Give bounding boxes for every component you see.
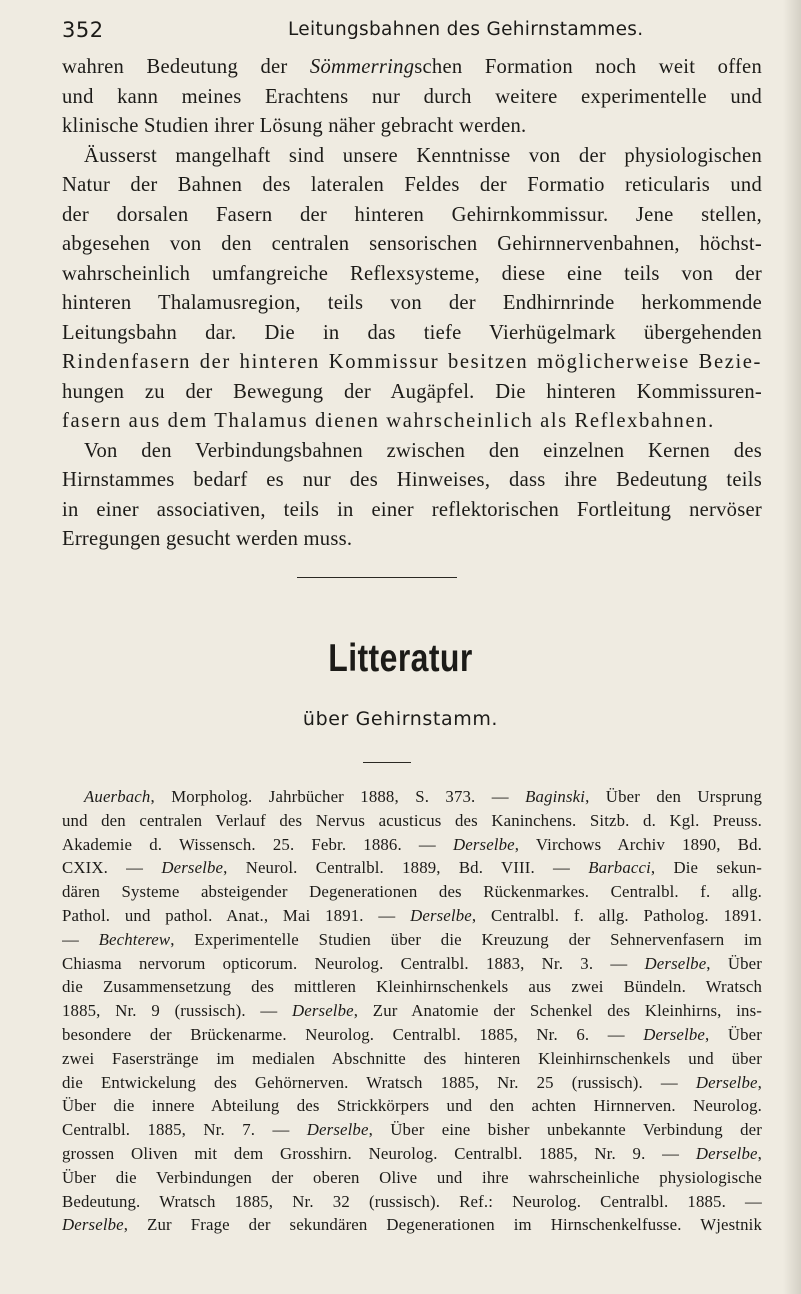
reference-text: , Über [706, 953, 762, 973]
reference-text: CXIX. — [62, 858, 162, 878]
reference-line [62, 1047, 762, 1071]
reference-text: Centralbl. 1885, Nr. 7. — [62, 1120, 307, 1140]
body-text-span: Von den Verbindungsbahnen zwischen den einzelnen Kernen des [84, 439, 762, 462]
reference-line [62, 809, 762, 833]
reference-text: , [757, 1072, 762, 1092]
reference-text: Akademie d. Wissensch. 25. Febr. 1886. — [62, 834, 453, 854]
author-name-italic: Barbacci [588, 858, 651, 878]
reference-text: , Morpholog. Jahrbücher 1888, S. 373. — [150, 787, 526, 806]
reference-line [62, 1142, 762, 1166]
author-name-italic: Derselbe [291, 1001, 354, 1021]
author-name-italic: Derselbe [695, 1072, 758, 1092]
body-line [62, 230, 762, 260]
body-text-span: fasern aus dem Thalamus dienen wahrscheinlich als Reflexbahnen. [62, 410, 715, 432]
body-text-span: Natur der Bahnen des lateralen Feldes der Formatio reticularis und [62, 174, 762, 196]
section-title: Litteratur [328, 637, 473, 680]
body-text-span: in einer associativen, teils in einer reflektorischen Fortleitung nervöser [62, 498, 762, 521]
bibliography [62, 785, 762, 1237]
reference-text: Über die innere Abteilung des Strickkörpers und den achten Hirnnerven. Neurolog. [62, 1096, 762, 1116]
author-name-italic: Auerbach [84, 787, 151, 806]
body-line [62, 142, 762, 172]
author-name-italic: Bechterew [98, 929, 171, 949]
reference-text: besondere der Brückenarme. Neurolog. Centralbl. 1885, Nr. 6. — [62, 1024, 644, 1044]
section-divider-top [297, 577, 457, 578]
body-line [62, 83, 762, 113]
reference-text: — [62, 929, 99, 949]
body-text-span: klinische Studien ihrer Lösung näher gebracht werden. [62, 115, 527, 137]
author-name-italic: Derselbe [452, 834, 515, 854]
body-text-span: Erregungen gesucht werden muss. [62, 528, 353, 550]
running-title: Leitungsbahnen des Gehirnstammes. [288, 19, 644, 40]
reference-text: , Über [704, 1024, 762, 1044]
body-text-span: Äusserst mangelhaft sind unsere Kenntnisse von der physiologischen [84, 144, 762, 167]
body-line [62, 201, 762, 231]
reference-text: , [757, 1143, 762, 1163]
body-text-span: Leitungsbahn dar. Die in das tiefe Vierhügelmark übergehenden [62, 321, 762, 344]
reference-text: die Entwickelung des Gehörnerven. Wratsch 1885, Nr. 25 (russisch). — [62, 1072, 696, 1092]
reference-line [62, 785, 762, 809]
reference-text: dären Systeme absteigender Degenerationen des Rückenmarkes. Centralbl. f. allg. [62, 882, 762, 902]
body-line [62, 53, 762, 83]
body-text-span: Hirnstammes bedarf es nur des Hinweises, dass ihre Bedeutung teils [62, 469, 762, 491]
body-line [62, 319, 762, 349]
reference-line [62, 904, 762, 928]
body-text-span: hungen zu der Bewegung der Augäpfel. Die hinteren Kommissuren- [62, 380, 762, 403]
page-edge-shadow [783, 0, 801, 1294]
reference-line [62, 880, 762, 904]
author-name-italic: Derselbe [695, 1143, 758, 1163]
reference-line [62, 952, 762, 976]
body-line [62, 348, 762, 378]
body-line [62, 466, 762, 496]
reference-text: , Die sekun- [650, 858, 762, 878]
author-name-italic: Derselbe [306, 1120, 369, 1140]
reference-text: Bedeutung. Wratsch 1885, Nr. 32 (russisch). Ref.: Neurolog. Centralbl. 1885. — [62, 1191, 762, 1211]
reference-text: grossen Oliven mit dem Grosshirn. Neurolog. Centralbl. 1885, Nr. 9. — [62, 1143, 696, 1163]
body-text-span: Rindenfasern der hinteren Kommissur besitzen möglicherweise Bezie- [62, 351, 762, 373]
author-name-italic: Baginski [525, 787, 586, 806]
page-number: 352 [62, 18, 104, 42]
section-subtitle: über Gehirnstamm. [302, 708, 499, 730]
body-text [62, 53, 762, 555]
reference-line [62, 856, 762, 880]
reference-text: Über die Verbindungen der oberen Olive und ihre wahrscheinliche physiologische [62, 1167, 762, 1187]
body-line [62, 378, 762, 408]
reference-text: , Zur Frage der sekundären Degenerationen im Hirnschenkelfusse. Wjestnik [123, 1215, 762, 1235]
reference-line [62, 1023, 762, 1047]
body-line [62, 525, 762, 555]
reference-text: , Über den Ursprung [585, 787, 762, 806]
reference-line [62, 1213, 762, 1237]
reference-text: , Über eine bisher unbekannte Verbindung der [368, 1120, 762, 1140]
reference-text: die Zusammensetzung des mittleren Kleinhirnschenkels aus zwei Bündeln. Wratsch [62, 977, 762, 997]
reference-text: , Experimentelle Studien über die Kreuzung der Sehnervenfasern im [170, 929, 762, 949]
author-name-italic: Derselbe [643, 1024, 705, 1044]
reference-text: Chiasma nervorum opticorum. Neurolog. Centralbl. 1883, Nr. 3. — [62, 953, 645, 973]
body-line [62, 407, 762, 437]
reference-line [62, 928, 762, 952]
body-line [62, 112, 762, 142]
section-divider-bottom [363, 762, 411, 763]
body-text-span: der dorsalen Fasern der hinteren Gehirnkommissur. Jene stellen, [62, 203, 762, 226]
body-text-span: wahren Bedeutung der [62, 56, 310, 78]
reference-text: , Virchows Archiv 1890, Bd. [514, 834, 762, 854]
body-line [62, 289, 762, 319]
reference-line [62, 1094, 762, 1118]
reference-line [62, 1190, 762, 1214]
body-text-span: hinteren Thalamusregion, teils von der Endhirnrinde herkommende [62, 292, 762, 314]
author-name-italic: Derselbe [161, 858, 224, 878]
body-text-span: abgesehen von den centralen sensorischen Gehirnnervenbahnen, höchst- [62, 233, 762, 255]
author-name-italic: Sömmerring [309, 56, 415, 78]
reference-text: , Zur Anatomie der Schenkel des Kleinhirns, ins- [353, 1001, 762, 1021]
reference-line [62, 833, 762, 857]
reference-text: zwei Faserstränge im medialen Abschnitte des hinteren Kleinhirnschenkels und über [62, 1048, 762, 1068]
author-name-italic: Derselbe [644, 953, 707, 973]
body-line [62, 496, 762, 526]
reference-line [62, 1071, 762, 1095]
body-line [62, 437, 762, 467]
body-text-span: und kann meines Erachtens nur durch weitere experimentelle und [62, 85, 762, 108]
reference-line [62, 975, 762, 999]
body-text-span: wahrscheinlich umfangreiche Reflexsysteme, diese eine teils von der [62, 262, 762, 285]
reference-text: und den centralen Verlauf des Nervus acusticus des Kaninchens. Sitzb. d. Kgl. Preuss. [62, 810, 762, 830]
body-line [62, 260, 762, 290]
reference-text: 1885, Nr. 9 (russisch). — [62, 1001, 292, 1021]
reference-line [62, 1166, 762, 1190]
reference-line [62, 1118, 762, 1142]
author-name-italic: Derselbe [410, 905, 472, 925]
reference-text: Pathol. und pathol. Anat., Mai 1891. — [62, 905, 411, 925]
author-name-italic: Derselbe [62, 1215, 124, 1235]
page-header [62, 18, 752, 52]
body-line [62, 171, 762, 201]
reference-line [62, 999, 762, 1023]
reference-text: , Neurol. Centralbl. 1889, Bd. VIII. — [223, 858, 589, 878]
reference-text: , Centralbl. f. allg. Patholog. 1891. [471, 905, 762, 925]
body-text-span: schen Formation noch weit offen [414, 56, 762, 78]
